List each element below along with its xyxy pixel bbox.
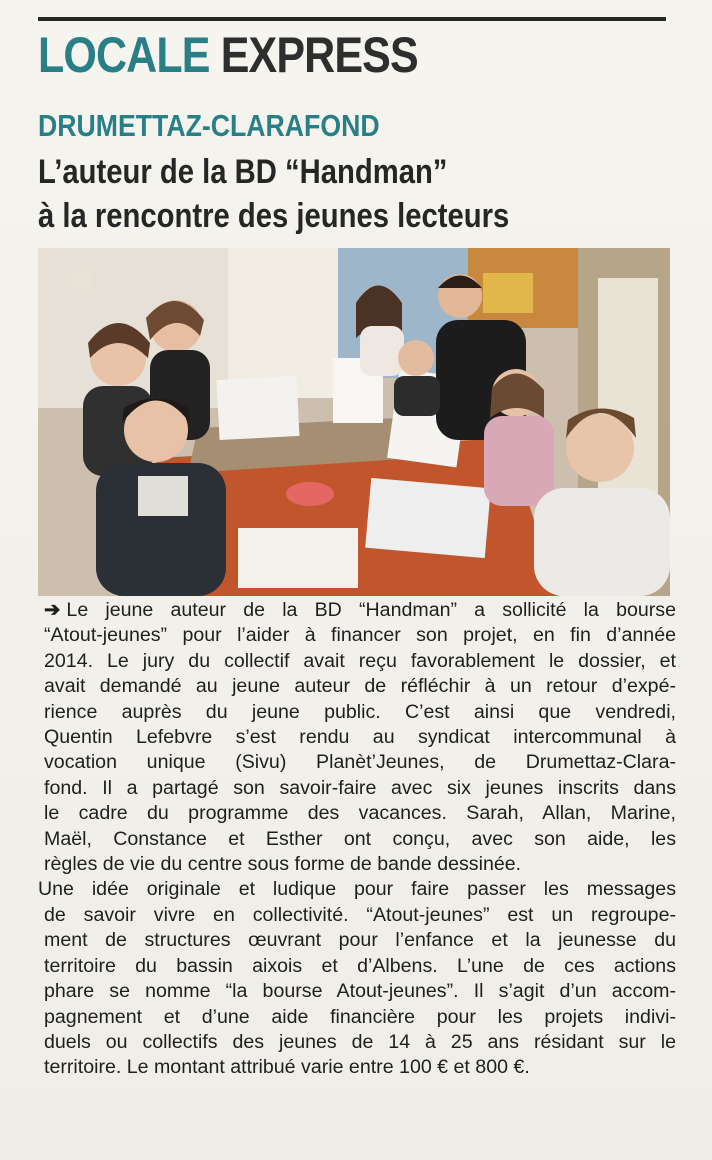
locality-kicker: DRUMETTAZ-CLARAFOND — [38, 108, 380, 143]
arrow-icon: ➔ — [44, 599, 61, 621]
body-line: pagnement et d’une aide financière pour les projets indivi- — [44, 1005, 676, 1028]
body-line: avait demandé au jeune auteur de réfléchir à un retour d’expé- — [44, 675, 676, 698]
body-line: fond. Il a partagé son savoir-faire avec six jeunes inscrits dans — [44, 776, 676, 799]
section-rubric — [38, 26, 418, 84]
article-photo — [38, 248, 670, 596]
group-photo-children-drawing-icon — [38, 248, 670, 596]
body-line: territoire du bassin aixois et d’Albens. L’une de ces actions — [44, 954, 676, 977]
rubric-express: EXPRESS — [220, 27, 418, 83]
body-line: Quentin Lefebvre s’est rendu au syndicat intercommunal à — [44, 726, 676, 749]
body-line: territoire. Le montant attribué varie entre 100 € et 800 €. — [44, 1056, 530, 1079]
body-line: duels ou collectifs des jeunes de 14 à 25 ans résidant sur le — [44, 1030, 676, 1053]
body-line: phare se nomme “la bourse Atout-jeunes”. Il s’agit d’un accom- — [44, 980, 676, 1003]
body-line: vocation unique (Sivu) Planèt’Jeunes, de Drumettaz-Clara- — [44, 751, 676, 774]
body-line: le cadre du programme des vacances. Sarah, Allan, Marine, — [44, 802, 676, 825]
rubric-locale: LOCALE — [38, 27, 210, 83]
article-headline — [38, 150, 588, 238]
body-line: Maël, Constance et Esther ont conçu, avec son aide, les — [44, 827, 676, 850]
top-rule — [38, 17, 666, 21]
body-line: ment de structures œuvrant pour l’enfance et la jeunesse du — [44, 929, 676, 952]
body-line: “Atout-jeunes” pour l’aider à financer son projet, en fin d’année — [44, 624, 676, 647]
body-line: Une idée originale et ludique pour faire passer les messages — [38, 878, 676, 901]
body-line: rience auprès du jeune public. C’est ainsi que vendredi, — [44, 700, 676, 723]
body-line: ➔ Le jeune auteur de la BD “Handman” a sollicité la bourse — [44, 599, 676, 621]
article-body — [38, 598, 676, 1081]
body-line: 2014. Le jury du collectif avait reçu favorablement le dossier, et — [44, 649, 676, 672]
headline-line-2: à la rencontre des jeunes lecteurs — [38, 197, 510, 235]
body-line: règles de vie du centre sous forme de bande dessinée. — [44, 853, 522, 876]
body-line: de savoir vivre en collectivité. “Atout-jeunes” est un regroupe- — [44, 903, 676, 926]
headline-line-1: L’auteur de la BD “Handman” — [38, 153, 448, 191]
